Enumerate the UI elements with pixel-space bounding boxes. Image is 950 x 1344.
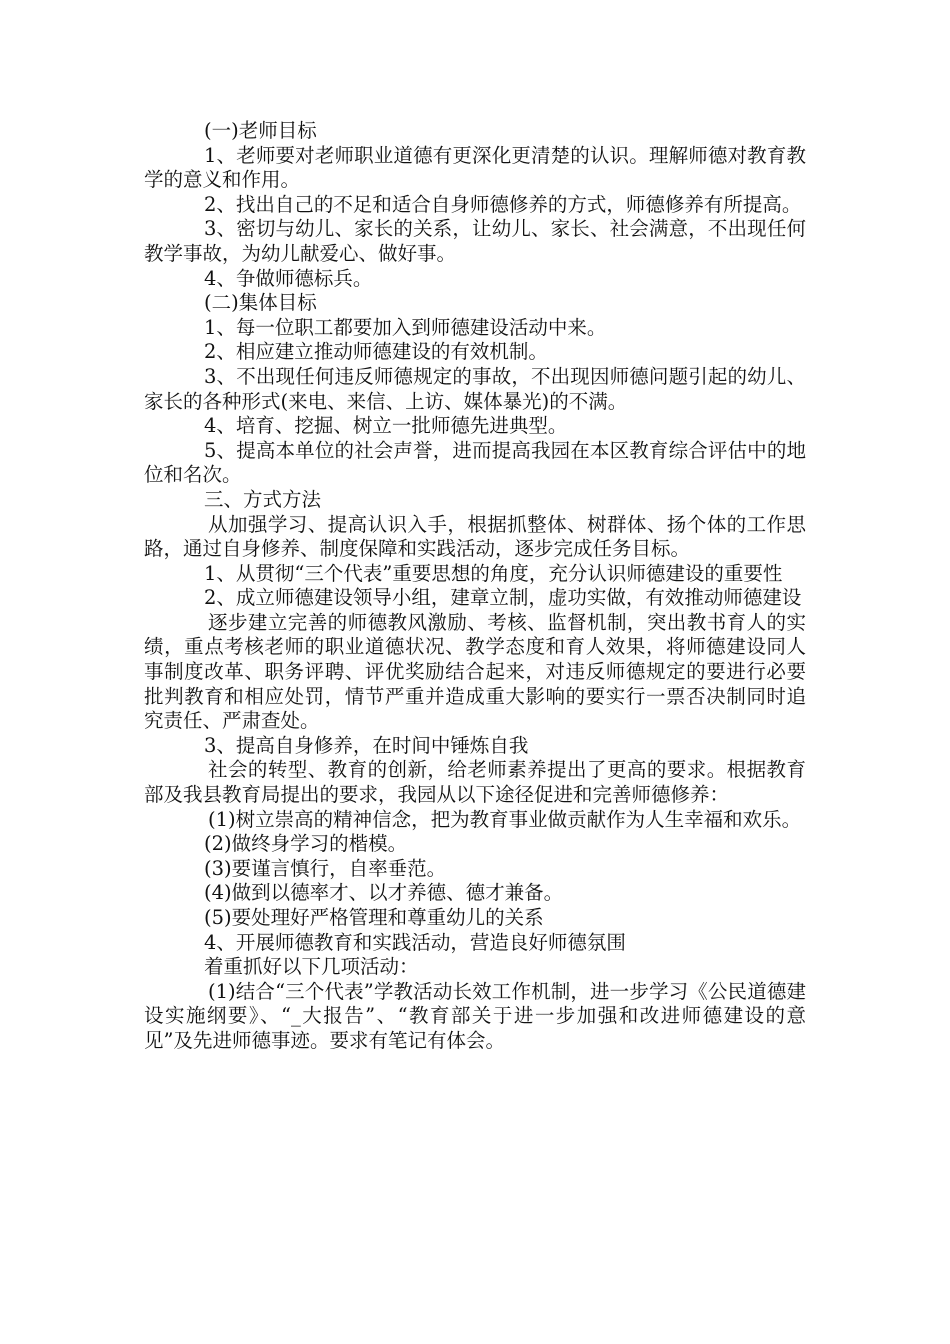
paragraph: 2、找出自己的不足和适合自身师德修养的方式，师德修养有所提高。 (204, 192, 802, 216)
paragraph: 1、老师要对老师职业道德有更深化更清楚的认识。理解师德对教育教学的意义和作用。 (144, 143, 806, 192)
list-item: (5)要处理好严格管理和尊重幼儿的关系 (204, 906, 544, 929)
paragraph: 2、成立师德建设领导小组，建章立制，虚功实做，有效推动师德建设 (204, 586, 802, 610)
paragraph: 5、提高本单位的社会声誉，进而提高我园在本区教育综合评估中的地位和名次。 (144, 438, 806, 487)
heading-methods: 三、方式方法 (204, 487, 322, 511)
list-item: (4)做到以德率才、以才养德、德才兼备。 (204, 881, 564, 905)
paragraph: 2、相应建立推动师德建设的有效机制。 (204, 340, 548, 364)
document-body (144, 119, 806, 1054)
paragraph: 4、争做师德标兵。 (204, 266, 373, 290)
list-item: (1)结合“三个代表”学教活动长效工作机制，进一步学习《公民道德建设实施纲要》、“_大报告”、“教育部关于进一步加强和改进师德建设的意见”及先进师德事迹。要求有笔记有体会。 (144, 979, 806, 1052)
heading-teacher-goals: (一)老师目标 (204, 119, 317, 142)
paragraph: 3、不出现任何违反师德规定的事故，不出现因师德问题引起的幼儿、家长的各种形式(来电、来信、上访、媒体暴光)的不满。 (144, 364, 806, 413)
paragraph: 1、从贯彻“三个代表”重要思想的角度，充分认识师德建设的重要性 (204, 561, 783, 585)
paragraph: 逐步建立完善的师德教风激励、考核、监督机制，突出教书育人的实绩，重点考核老师的职业道德状况、教学态度和育人效果，将师德建设同人事制度改革、职务评聘、评优奖励结合起来，对违反师德规定的要进行必要批判教育和相应处罚，情节严重并造成重大影响的要实行一票否决制同时追究责任、严肃查处。 (144, 610, 806, 733)
paragraph: 3、提高自身修养，在时间中锤炼自我 (204, 733, 529, 757)
paragraph: 3、密切与幼儿、家长的关系，让幼儿、家长、社会满意，不出现任何教学事故，为幼儿献爱心、做好事。 (144, 217, 806, 265)
list-item: (2)做终身学习的楷模。 (204, 832, 408, 856)
paragraph: 1、每一位职工都要加入到师德建设活动中来。 (204, 315, 607, 339)
paragraph: 4、培育、挖掘、树立一批师德先进典型。 (204, 414, 568, 438)
heading-collective-goals: (二)集体目标 (204, 291, 317, 315)
paragraph: 4、开展师德教育和实践活动，营造良好师德氛围 (204, 930, 626, 954)
paragraph: 从加强学习、提高认识入手，根据抓整体、树群体、扬个体的工作思路，通过自身修养、制度保障和实践活动，逐步完成任务目标。 (144, 512, 806, 561)
paragraph: 社会的转型、教育的创新，给老师素养提出了更高的要求。根据教育部及我县教育局提出的要求，我园从以下途径促进和完善师德修养： (144, 758, 806, 807)
list-item: (3)要谨言慎行，自率垂范。 (204, 856, 447, 880)
list-item: (1)树立崇高的精神信念，把为教育事业做贡献作为人生幸福和欢乐。 (208, 807, 802, 831)
paragraph: 着重抓好以下几项活动： (204, 955, 419, 979)
